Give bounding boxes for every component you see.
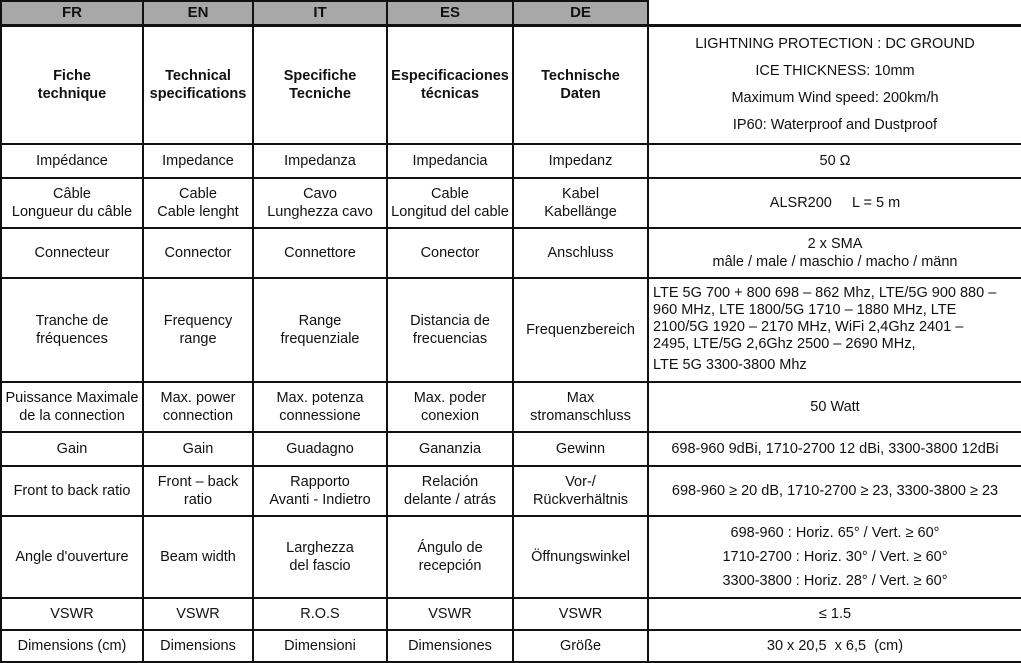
cell-line: de la connection: [19, 407, 125, 424]
cell-de: [513, 466, 648, 516]
title-fr-line: Fiche: [53, 67, 91, 84]
cell-line: delante / atrás: [404, 491, 496, 508]
lang-header-de: DE: [513, 1, 648, 26]
cell-es: [387, 466, 513, 516]
cell-value: [648, 516, 1021, 598]
cell-fr: Dimensions (cm): [1, 630, 143, 662]
cell-es: [387, 278, 513, 382]
cell-line: del fascio: [289, 557, 351, 574]
cell-line: 2 x SMA: [807, 235, 863, 252]
cell-fr: Angle d'ouverture: [1, 516, 143, 598]
cell-line: Rückverhältnis: [532, 491, 629, 508]
cell-de: Impedanz: [513, 144, 648, 178]
cell-en: VSWR: [143, 598, 253, 630]
cell-line: Longueur du câble: [11, 203, 133, 220]
row-front-back: [1, 466, 1021, 516]
cell-fr: Gain: [1, 432, 143, 466]
title-en-line: Technical: [165, 67, 231, 84]
cell-line: range: [179, 330, 217, 347]
cell-line: LTE 5G 3300-3800 Mhz: [653, 357, 807, 373]
cell-it: [253, 382, 387, 432]
cell-de: [513, 178, 648, 228]
row-vswr: [1, 598, 1021, 630]
cell-en: Connector: [143, 228, 253, 278]
cell-fr: VSWR: [1, 598, 143, 630]
cell-value: [648, 228, 1021, 278]
cell-es: Impedancia: [387, 144, 513, 178]
cell-line: mâle / male / maschio / macho / männ: [712, 253, 958, 270]
cell-line: Câble: [53, 185, 91, 202]
cell-es: [387, 516, 513, 598]
lang-header-it: IT: [253, 1, 387, 26]
cell-value: [648, 278, 1021, 382]
cell-fr: [1, 278, 143, 382]
cell-line: frequenziale: [280, 330, 360, 347]
cell-de: Gewinn: [513, 432, 648, 466]
cell-line: Max. potenza: [276, 389, 364, 406]
general-spec-line: Maximum Wind speed: 200km/h: [731, 89, 939, 106]
cell-it: R.O.S: [253, 598, 387, 630]
cell-fr: Front to back ratio: [1, 466, 143, 516]
cell-line: Kabellänge: [544, 203, 617, 220]
cell-de: [513, 382, 648, 432]
cell-line: 1710-2700 : Horiz. 30° / Vert. ≥ 60°: [722, 548, 948, 565]
cell-de: Größe: [513, 630, 648, 662]
cell-de: VSWR: [513, 598, 648, 630]
cell-line: Larghezza: [286, 539, 354, 556]
cell-fr: [1, 382, 143, 432]
title-fr-line: technique: [37, 85, 107, 102]
cell-es: Conector: [387, 228, 513, 278]
lang-header-fr: FR: [1, 1, 143, 26]
cell-line: Front – back: [157, 473, 239, 490]
row-frequency: [1, 278, 1021, 382]
cell-it: Impedanza: [253, 144, 387, 178]
cell-es: Dimensiones: [387, 630, 513, 662]
cell-line: connection: [162, 407, 234, 424]
cell-it: Guadagno: [253, 432, 387, 466]
cell-line: Range: [298, 312, 342, 329]
cell-de: Frequenzbereich: [513, 278, 648, 382]
cell-line: 2100/5G 1920 – 2170 MHz, WiFi 2,4Ghz 2401 –: [653, 319, 964, 335]
cell-es: Gananzia: [387, 432, 513, 466]
cell-en: [143, 178, 253, 228]
cell-line: Max. power: [160, 389, 236, 406]
cell-fr: [1, 178, 143, 228]
cell-it: [253, 516, 387, 598]
cell-en: Beam width: [143, 516, 253, 598]
cell-it: [253, 178, 387, 228]
cell-fr: Connecteur: [1, 228, 143, 278]
title-es: [387, 26, 513, 144]
lang-header-blank: [648, 1, 1021, 26]
cell-line: Cable lenght: [157, 203, 239, 220]
cell-it: Dimensioni: [253, 630, 387, 662]
cell-line: 698-960 : Horiz. 65° / Vert. ≥ 60°: [730, 524, 940, 541]
cell-line: ratio: [183, 491, 213, 508]
cell-line: Distancia de: [410, 312, 490, 329]
lang-header-en: EN: [143, 1, 253, 26]
cell-value: 30 x 20,5 x 6,5 (cm): [648, 630, 1021, 662]
row-gain: [1, 432, 1021, 466]
row-cable: [1, 178, 1021, 228]
lang-header-es: ES: [387, 1, 513, 26]
cell-en: Dimensions: [143, 630, 253, 662]
title-it-line: Tecniche: [289, 85, 351, 102]
cell-line: Relación: [421, 473, 479, 490]
cell-es: [387, 382, 513, 432]
row-beam-width: [1, 516, 1021, 598]
row-impedance: [1, 144, 1021, 178]
cell-en: Gain: [143, 432, 253, 466]
title-es-line: Especificaciones: [391, 67, 509, 84]
cell-de: Öffnungswinkel: [513, 516, 648, 598]
cell-line: connessione: [279, 407, 361, 424]
cell-line: LTE 5G 700 + 800 698 – 862 Mhz, LTE/5G 900 880 –: [653, 285, 997, 301]
cell-line: stromanschluss: [530, 407, 631, 424]
cell-value: 698-960 ≥ 20 dB, 1710-2700 ≥ 23, 3300-3800 ≥ 23: [648, 466, 1021, 516]
cell-line: 2495, LTE/5G 2,6Ghz 2500 – 2690 MHz,: [653, 336, 916, 352]
spec-title-row: [1, 26, 1021, 144]
cell-line: Rapporto: [290, 473, 350, 490]
cell-line: Cable: [431, 185, 469, 202]
cell-line: Kabel: [561, 185, 600, 202]
cell-line: Vor-/: [565, 473, 596, 490]
title-en-line: specifications: [149, 85, 247, 102]
cell-line: Tranche de: [35, 312, 109, 329]
cell-en: [143, 382, 253, 432]
cell-line: fréquences: [36, 330, 108, 347]
cell-es: VSWR: [387, 598, 513, 630]
cell-en: Impedance: [143, 144, 253, 178]
cell-es: [387, 178, 513, 228]
row-dimensions: [1, 630, 1021, 662]
title-it: [253, 26, 387, 144]
cell-line: Ángulo de: [417, 539, 483, 556]
cell-line: recepción: [418, 557, 482, 574]
cell-line: Max. poder: [413, 389, 487, 406]
cell-it: Connettore: [253, 228, 387, 278]
cell-line: Lunghezza cavo: [267, 203, 373, 220]
cell-line: Longitud del cable: [391, 203, 509, 220]
title-de-line: Technische: [541, 67, 620, 84]
general-spec-line: IP60: Waterproof and Dustproof: [732, 116, 938, 133]
cell-line: conexion: [420, 407, 480, 424]
cell-line: 960 MHz, LTE 1800/5G 1710 – 1880 MHz, LTE: [653, 302, 957, 318]
cell-line: Max: [566, 389, 595, 406]
cell-line: Frequency: [163, 312, 233, 329]
cell-value: ≤ 1.5: [648, 598, 1021, 630]
cell-en: [143, 278, 253, 382]
cell-line: Puissance Maximale: [5, 389, 139, 406]
language-header-row: [1, 1, 1021, 26]
cell-fr: Impédance: [1, 144, 143, 178]
cell-value: ALSR200 L = 5 m: [648, 178, 1021, 228]
row-connector: [1, 228, 1021, 278]
cell-value: 50 Watt: [648, 382, 1021, 432]
title-en: [143, 26, 253, 144]
cell-value: 698-960 9dBi, 1710-2700 12 dBi, 3300-3800 12dBi: [648, 432, 1021, 466]
title-es-line: técnicas: [420, 85, 480, 102]
cell-en: [143, 466, 253, 516]
title-de-line: Daten: [560, 85, 601, 102]
cell-value: 50 Ω: [648, 144, 1021, 178]
cell-it: [253, 466, 387, 516]
cell-line: 3300-3800 : Horiz. 28° / Vert. ≥ 60°: [722, 572, 948, 589]
title-fr: [1, 26, 143, 144]
cell-line: Cable: [179, 185, 217, 202]
title-de: [513, 26, 648, 144]
cell-line: Cavo: [303, 185, 337, 202]
title-it-line: Specifiche: [283, 67, 357, 84]
cell-line: frecuencias: [412, 330, 488, 347]
row-max-power: [1, 382, 1021, 432]
general-spec-line: LIGHTNING PROTECTION : DC GROUND: [695, 35, 975, 52]
cell-de: Anschluss: [513, 228, 648, 278]
cell-it: [253, 278, 387, 382]
general-specs: [648, 26, 1021, 144]
general-spec-line: ICE THICKNESS: 10mm: [755, 62, 915, 79]
cell-line: Avanti - Indietro: [269, 491, 371, 508]
